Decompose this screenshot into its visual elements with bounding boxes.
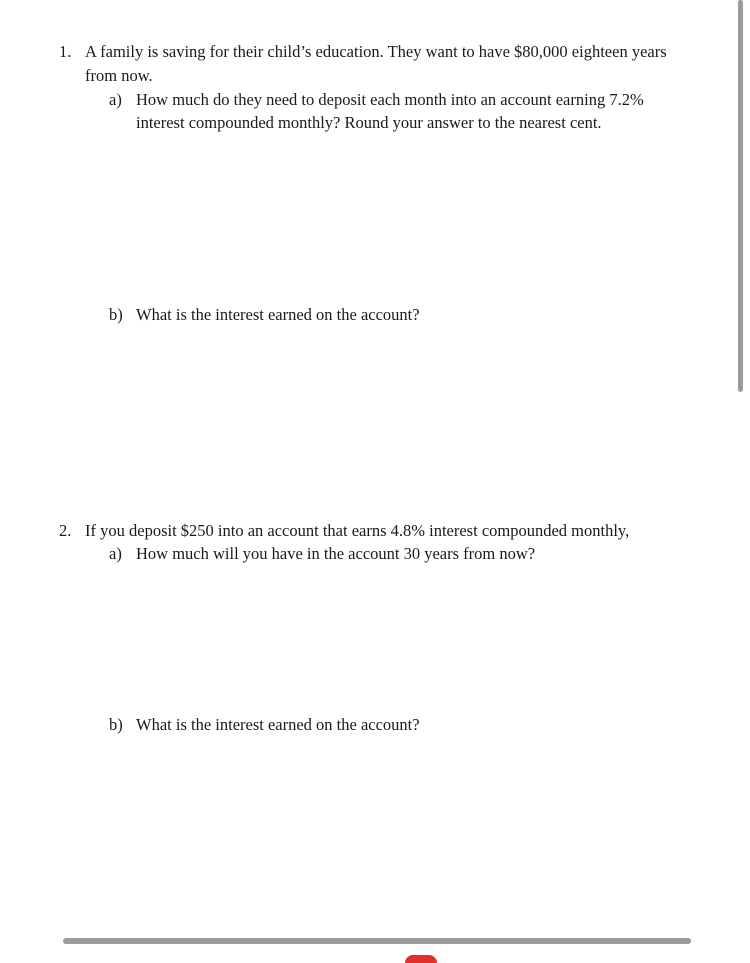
part-text: How much do they need to deposit each month into an account earning 7.2%	[136, 90, 644, 109]
cutoff-header-text	[205, 0, 535, 6]
part-label: b)	[109, 305, 123, 324]
vertical-scrollbar[interactable]	[738, 0, 743, 392]
question-number: 2.	[59, 521, 72, 540]
red-button-edge	[405, 955, 437, 963]
question-text: A family is saving for their child’s education. They want to have $80,000 eighteen years	[85, 42, 667, 61]
question-number: 1.	[59, 42, 72, 61]
part-label: b)	[109, 715, 123, 734]
question-text: If you deposit $250 into an account that earns 4.8% interest compounded monthly,	[85, 521, 630, 540]
part-text: How much will you have in the account 30 years from now?	[136, 544, 536, 563]
part-text: What is the interest earned on the account?	[136, 305, 420, 324]
part-text: interest compounded monthly? Round your answer to the nearest cent.	[136, 113, 602, 132]
part-text: What is the interest earned on the account?	[136, 715, 420, 734]
part-label: a)	[109, 544, 122, 563]
part-label: a)	[109, 90, 122, 109]
question-text: from now.	[85, 66, 153, 85]
horizontal-scrollbar[interactable]	[63, 938, 691, 944]
